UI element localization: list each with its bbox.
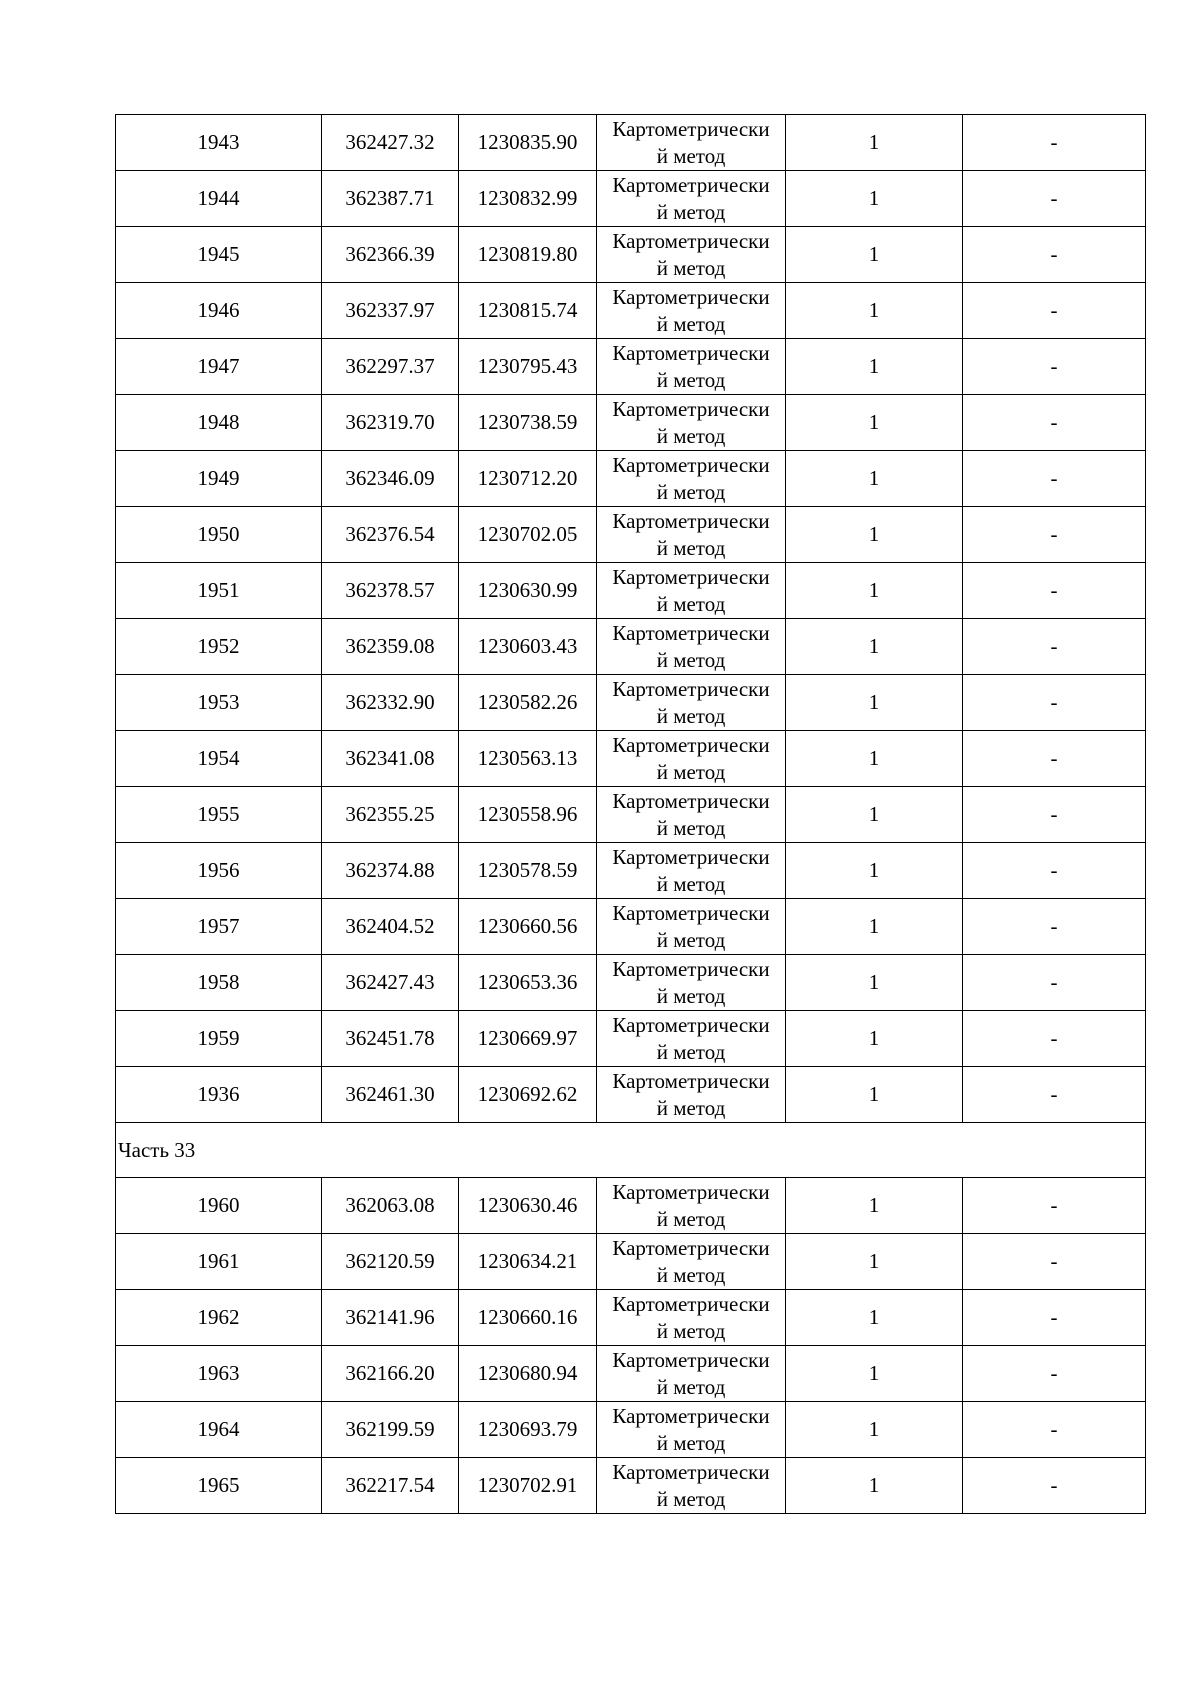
note-cell: - xyxy=(963,1067,1146,1123)
method-cell xyxy=(597,1402,786,1458)
table-row xyxy=(116,1290,1146,1346)
method-cell xyxy=(597,451,786,507)
method-text-line: Картометрически xyxy=(612,509,770,533)
method-cell xyxy=(597,1067,786,1123)
method-text-line: Картометрически xyxy=(612,229,770,253)
y-coordinate-cell: 1230630.46 xyxy=(459,1178,597,1234)
note-cell: - xyxy=(963,731,1146,787)
method-text-line: й метод xyxy=(656,1096,726,1120)
method-text-line: й метод xyxy=(656,1375,726,1399)
table-row xyxy=(116,731,1146,787)
method-text-line: й метод xyxy=(656,648,726,672)
method-text-line: Картометрически xyxy=(612,901,770,925)
table-row xyxy=(116,283,1146,339)
x-coordinate-cell: 362376.54 xyxy=(322,507,459,563)
point-number-cell: 1956 xyxy=(116,843,322,899)
x-coordinate-cell: 362166.20 xyxy=(322,1346,459,1402)
note-cell: - xyxy=(963,227,1146,283)
method-text-line: Картометрически xyxy=(612,1404,770,1428)
y-coordinate-cell: 1230693.79 xyxy=(459,1402,597,1458)
method-text-line: й метод xyxy=(656,256,726,280)
table-row xyxy=(116,1346,1146,1402)
x-coordinate-cell: 362337.97 xyxy=(322,283,459,339)
accuracy-cell: 1 xyxy=(786,563,963,619)
method-text-line: й метод xyxy=(656,1431,726,1455)
note-cell: - xyxy=(963,1346,1146,1402)
x-coordinate-cell: 362355.25 xyxy=(322,787,459,843)
x-coordinate-cell: 362063.08 xyxy=(322,1178,459,1234)
point-number-cell: 1958 xyxy=(116,955,322,1011)
note-cell: - xyxy=(963,1234,1146,1290)
note-cell: - xyxy=(963,1402,1146,1458)
point-number-cell: 1951 xyxy=(116,563,322,619)
accuracy-cell: 1 xyxy=(786,1346,963,1402)
note-cell: - xyxy=(963,675,1146,731)
method-text-line: Картометрически xyxy=(612,1013,770,1037)
method-text-line: й метод xyxy=(656,1263,726,1287)
note-cell: - xyxy=(963,843,1146,899)
y-coordinate-cell: 1230832.99 xyxy=(459,171,597,227)
method-cell xyxy=(597,1346,786,1402)
y-coordinate-cell: 1230795.43 xyxy=(459,339,597,395)
accuracy-cell: 1 xyxy=(786,283,963,339)
note-cell: - xyxy=(963,619,1146,675)
accuracy-cell: 1 xyxy=(786,1178,963,1234)
x-coordinate-cell: 362341.08 xyxy=(322,731,459,787)
accuracy-cell: 1 xyxy=(786,1290,963,1346)
note-cell: - xyxy=(963,115,1146,171)
point-number-cell: 1945 xyxy=(116,227,322,283)
table-row xyxy=(116,227,1146,283)
x-coordinate-cell: 362427.43 xyxy=(322,955,459,1011)
method-text-line: й метод xyxy=(656,984,726,1008)
y-coordinate-cell: 1230630.99 xyxy=(459,563,597,619)
y-coordinate-cell: 1230653.36 xyxy=(459,955,597,1011)
method-cell xyxy=(597,507,786,563)
method-text-line: Картометрически xyxy=(612,285,770,309)
note-cell: - xyxy=(963,563,1146,619)
point-number-cell: 1948 xyxy=(116,395,322,451)
point-number-cell: 1947 xyxy=(116,339,322,395)
method-text-line: Картометрически xyxy=(612,117,770,141)
table-row xyxy=(116,339,1146,395)
note-cell: - xyxy=(963,283,1146,339)
method-text-line: Картометрически xyxy=(612,1069,770,1093)
accuracy-cell: 1 xyxy=(786,395,963,451)
table-row xyxy=(116,955,1146,1011)
y-coordinate-cell: 1230702.91 xyxy=(459,1458,597,1514)
method-cell xyxy=(597,283,786,339)
method-text-line: й метод xyxy=(656,928,726,952)
method-text-line: Картометрически xyxy=(612,397,770,421)
note-cell: - xyxy=(963,899,1146,955)
y-coordinate-cell: 1230835.90 xyxy=(459,115,597,171)
point-number-cell: 1943 xyxy=(116,115,322,171)
method-text-line: Картометрически xyxy=(612,845,770,869)
accuracy-cell: 1 xyxy=(786,339,963,395)
method-cell xyxy=(597,1458,786,1514)
method-text-line: Картометрически xyxy=(612,957,770,981)
method-cell xyxy=(597,955,786,1011)
y-coordinate-cell: 1230819.80 xyxy=(459,227,597,283)
y-coordinate-cell: 1230563.13 xyxy=(459,731,597,787)
point-number-cell: 1955 xyxy=(116,787,322,843)
accuracy-cell: 1 xyxy=(786,171,963,227)
method-text-line: Картометрически xyxy=(612,1292,770,1316)
y-coordinate-cell: 1230692.62 xyxy=(459,1067,597,1123)
accuracy-cell: 1 xyxy=(786,1234,963,1290)
accuracy-cell: 1 xyxy=(786,899,963,955)
accuracy-cell: 1 xyxy=(786,1458,963,1514)
method-text-line: й метод xyxy=(656,1040,726,1064)
accuracy-cell: 1 xyxy=(786,675,963,731)
method-cell xyxy=(597,899,786,955)
table-row xyxy=(116,619,1146,675)
method-text-line: Картометрически xyxy=(612,565,770,589)
y-coordinate-cell: 1230702.05 xyxy=(459,507,597,563)
y-coordinate-cell: 1230578.59 xyxy=(459,843,597,899)
point-number-cell: 1965 xyxy=(116,1458,322,1514)
method-text-line: Картометрически xyxy=(612,1180,770,1204)
method-cell xyxy=(597,787,786,843)
method-text-line: Картометрически xyxy=(612,1460,770,1484)
method-text-line: й метод xyxy=(656,424,726,448)
method-text-line: Картометрически xyxy=(612,789,770,813)
method-text-line: Картометрически xyxy=(612,621,770,645)
x-coordinate-cell: 362461.30 xyxy=(322,1067,459,1123)
method-cell xyxy=(597,227,786,283)
y-coordinate-cell: 1230558.96 xyxy=(459,787,597,843)
method-text-line: й метод xyxy=(656,536,726,560)
accuracy-cell: 1 xyxy=(786,619,963,675)
table-row xyxy=(116,451,1146,507)
y-coordinate-cell: 1230660.56 xyxy=(459,899,597,955)
table-row xyxy=(116,1011,1146,1067)
x-coordinate-cell: 362387.71 xyxy=(322,171,459,227)
method-text-line: Картометрически xyxy=(612,453,770,477)
table-body xyxy=(116,115,1146,1514)
x-coordinate-cell: 362451.78 xyxy=(322,1011,459,1067)
table-row xyxy=(116,899,1146,955)
point-number-cell: 1962 xyxy=(116,1290,322,1346)
y-coordinate-cell: 1230712.20 xyxy=(459,451,597,507)
y-coordinate-cell: 1230669.97 xyxy=(459,1011,597,1067)
point-number-cell: 1964 xyxy=(116,1402,322,1458)
method-text-line: й метод xyxy=(656,760,726,784)
method-text-line: й метод xyxy=(656,368,726,392)
method-cell xyxy=(597,115,786,171)
point-number-cell: 1953 xyxy=(116,675,322,731)
x-coordinate-cell: 362199.59 xyxy=(322,1402,459,1458)
point-number-cell: 1952 xyxy=(116,619,322,675)
table-row xyxy=(116,1178,1146,1234)
method-text-line: Картометрически xyxy=(612,1236,770,1260)
note-cell: - xyxy=(963,1458,1146,1514)
note-cell: - xyxy=(963,395,1146,451)
table-row xyxy=(116,115,1146,171)
table-row xyxy=(116,1067,1146,1123)
method-text-line: й метод xyxy=(656,704,726,728)
x-coordinate-cell: 362374.88 xyxy=(322,843,459,899)
method-text-line: й метод xyxy=(656,1207,726,1231)
point-number-cell: 1959 xyxy=(116,1011,322,1067)
note-cell: - xyxy=(963,955,1146,1011)
method-text-line: Картометрически xyxy=(612,733,770,757)
method-cell xyxy=(597,563,786,619)
point-number-cell: 1949 xyxy=(116,451,322,507)
coordinates-table xyxy=(115,114,1146,1514)
table-row xyxy=(116,563,1146,619)
method-cell xyxy=(597,843,786,899)
note-cell: - xyxy=(963,1011,1146,1067)
point-number-cell: 1954 xyxy=(116,731,322,787)
table-row xyxy=(116,395,1146,451)
method-text-line: й метод xyxy=(656,144,726,168)
x-coordinate-cell: 362404.52 xyxy=(322,899,459,955)
x-coordinate-cell: 362217.54 xyxy=(322,1458,459,1514)
x-coordinate-cell: 362319.70 xyxy=(322,395,459,451)
method-text-line: Картометрически xyxy=(612,173,770,197)
method-text-line: Картометрически xyxy=(612,677,770,701)
method-text-line: й метод xyxy=(656,312,726,336)
method-text-line: Картометрически xyxy=(612,341,770,365)
method-cell xyxy=(597,395,786,451)
x-coordinate-cell: 362141.96 xyxy=(322,1290,459,1346)
method-text-line: й метод xyxy=(656,200,726,224)
x-coordinate-cell: 362366.39 xyxy=(322,227,459,283)
x-coordinate-cell: 362297.37 xyxy=(322,339,459,395)
point-number-cell: 1963 xyxy=(116,1346,322,1402)
y-coordinate-cell: 1230660.16 xyxy=(459,1290,597,1346)
method-cell xyxy=(597,675,786,731)
method-cell xyxy=(597,1178,786,1234)
y-coordinate-cell: 1230815.74 xyxy=(459,283,597,339)
table-row xyxy=(116,1234,1146,1290)
point-number-cell: 1960 xyxy=(116,1178,322,1234)
note-cell: - xyxy=(963,507,1146,563)
method-cell xyxy=(597,1290,786,1346)
method-text-line: Картометрически xyxy=(612,1348,770,1372)
accuracy-cell: 1 xyxy=(786,955,963,1011)
table-row xyxy=(116,1402,1146,1458)
method-cell xyxy=(597,171,786,227)
accuracy-cell: 1 xyxy=(786,227,963,283)
method-cell xyxy=(597,731,786,787)
table-row xyxy=(116,675,1146,731)
method-cell xyxy=(597,619,786,675)
accuracy-cell: 1 xyxy=(786,451,963,507)
table-row xyxy=(116,843,1146,899)
method-text-line: й метод xyxy=(656,1319,726,1343)
section-label: Часть 33 xyxy=(116,1123,1146,1178)
accuracy-cell: 1 xyxy=(786,731,963,787)
accuracy-cell: 1 xyxy=(786,115,963,171)
note-cell: - xyxy=(963,1290,1146,1346)
x-coordinate-cell: 362359.08 xyxy=(322,619,459,675)
point-number-cell: 1961 xyxy=(116,1234,322,1290)
y-coordinate-cell: 1230582.26 xyxy=(459,675,597,731)
table-row xyxy=(116,171,1146,227)
point-number-cell: 1957 xyxy=(116,899,322,955)
section-row xyxy=(116,1123,1146,1178)
x-coordinate-cell: 362332.90 xyxy=(322,675,459,731)
accuracy-cell: 1 xyxy=(786,507,963,563)
method-text-line: й метод xyxy=(656,816,726,840)
table-row xyxy=(116,507,1146,563)
y-coordinate-cell: 1230603.43 xyxy=(459,619,597,675)
y-coordinate-cell: 1230634.21 xyxy=(459,1234,597,1290)
method-text-line: й метод xyxy=(656,1487,726,1511)
note-cell: - xyxy=(963,787,1146,843)
method-text-line: й метод xyxy=(656,872,726,896)
point-number-cell: 1936 xyxy=(116,1067,322,1123)
accuracy-cell: 1 xyxy=(786,843,963,899)
note-cell: - xyxy=(963,171,1146,227)
x-coordinate-cell: 362427.32 xyxy=(322,115,459,171)
table-row xyxy=(116,1458,1146,1514)
x-coordinate-cell: 362378.57 xyxy=(322,563,459,619)
point-number-cell: 1946 xyxy=(116,283,322,339)
x-coordinate-cell: 362346.09 xyxy=(322,451,459,507)
accuracy-cell: 1 xyxy=(786,1011,963,1067)
y-coordinate-cell: 1230680.94 xyxy=(459,1346,597,1402)
method-text-line: й метод xyxy=(656,480,726,504)
method-cell xyxy=(597,1011,786,1067)
point-number-cell: 1950 xyxy=(116,507,322,563)
accuracy-cell: 1 xyxy=(786,1067,963,1123)
accuracy-cell: 1 xyxy=(786,1402,963,1458)
note-cell: - xyxy=(963,451,1146,507)
method-cell xyxy=(597,339,786,395)
table-row xyxy=(116,787,1146,843)
y-coordinate-cell: 1230738.59 xyxy=(459,395,597,451)
accuracy-cell: 1 xyxy=(786,787,963,843)
point-number-cell: 1944 xyxy=(116,171,322,227)
note-cell: - xyxy=(963,339,1146,395)
x-coordinate-cell: 362120.59 xyxy=(322,1234,459,1290)
method-cell xyxy=(597,1234,786,1290)
method-text-line: й метод xyxy=(656,592,726,616)
note-cell: - xyxy=(963,1178,1146,1234)
